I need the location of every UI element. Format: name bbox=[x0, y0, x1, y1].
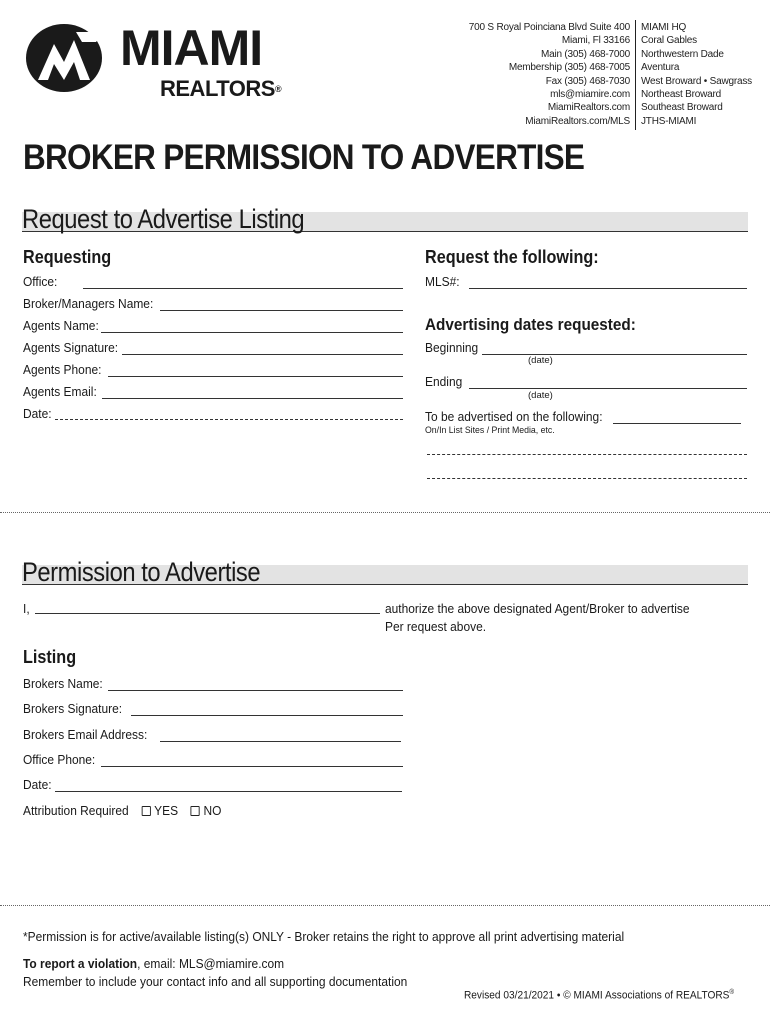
office-item: JTHS-MIAMI bbox=[641, 115, 697, 127]
address-line: Fax (305) 468-7030 bbox=[545, 75, 630, 87]
advertised-media-line-2[interactable] bbox=[427, 478, 747, 479]
advertising-dates-heading: Advertising dates requested: bbox=[425, 315, 636, 334]
agents-signature-label: Agents Signature: bbox=[23, 340, 119, 355]
i-label: I, bbox=[23, 601, 30, 616]
address-line: mls@miamire.com bbox=[550, 89, 630, 101]
miami-realtors-logo bbox=[24, 18, 284, 108]
attribution-label: Attribution Required bbox=[23, 803, 129, 818]
brokers-name-field[interactable] bbox=[108, 690, 403, 691]
requesting-heading: Requesting bbox=[23, 247, 112, 267]
address-line: 700 S Royal Poinciana Blvd Suite 400 bbox=[468, 22, 630, 33]
offices-list bbox=[641, 21, 752, 128]
ending-label: Ending bbox=[425, 374, 463, 389]
office-item: MIAMI HQ bbox=[641, 22, 687, 33]
agents-email-label: Agents Email: bbox=[23, 384, 97, 399]
office-item: Aventura bbox=[641, 62, 680, 74]
ending-date-field[interactable] bbox=[469, 388, 747, 389]
beginning-date-hint: (date) bbox=[528, 355, 553, 366]
brokers-name-label: Brokers Name: bbox=[23, 676, 103, 691]
listing-heading: Listing bbox=[23, 647, 77, 667]
perforation-divider bbox=[0, 512, 770, 513]
advertised-on-hint: On/In List Sites / Print Media, etc. bbox=[425, 425, 555, 436]
address-line: Main (305) 468-7000 bbox=[540, 48, 630, 60]
advertised-media-line-1[interactable] bbox=[427, 454, 747, 455]
page-title: BROKER PERMISSION TO ADVERTISE bbox=[23, 138, 585, 177]
agents-phone-field[interactable] bbox=[108, 376, 403, 377]
agents-name-field[interactable] bbox=[101, 332, 403, 333]
listing-date-label: Date: bbox=[23, 777, 52, 792]
office-phone-label: Office Phone: bbox=[23, 752, 96, 767]
remember-note: Remember to include your contact info and all supporting documentation bbox=[23, 974, 408, 989]
brokers-signature-field[interactable] bbox=[131, 715, 403, 716]
attribution-row bbox=[23, 803, 221, 819]
report-violation-bold: To report a violation bbox=[23, 956, 138, 971]
office-phone-field[interactable] bbox=[101, 766, 403, 767]
address-line: MiamiRealtors.com bbox=[547, 102, 630, 114]
address-line: Membership (305) 468-7005 bbox=[508, 62, 630, 74]
permission-note: *Permission is for active/available listing(s) ONLY - Broker retains the right to approve all print advertising material bbox=[23, 929, 625, 944]
advertised-on-field[interactable] bbox=[613, 423, 741, 424]
office-field[interactable] bbox=[83, 288, 403, 289]
no-label: NO bbox=[203, 803, 222, 818]
agents-phone-label: Agents Phone: bbox=[23, 362, 102, 377]
authorize-text-line-1: authorize the above designated Agent/Broker to advertise bbox=[385, 601, 690, 616]
office-label: Office: bbox=[23, 274, 58, 289]
broker-managers-name-field[interactable] bbox=[160, 310, 403, 311]
broker-name-authorize-field[interactable] bbox=[35, 613, 380, 614]
listing-date-field[interactable] bbox=[55, 791, 402, 792]
office-item: Southeast Broward bbox=[641, 102, 723, 114]
brokers-signature-label: Brokers Signature: bbox=[23, 701, 123, 716]
address-line: MiamiRealtors.com/MLS bbox=[525, 115, 630, 127]
broker-managers-name-label: Broker/Managers Name: bbox=[23, 296, 154, 311]
office-item: Northwestern Dade bbox=[641, 48, 724, 60]
permission-section-title: Permission to Advertise bbox=[22, 557, 261, 587]
agents-name-label: Agents Name: bbox=[23, 318, 99, 333]
agents-email-field[interactable] bbox=[102, 398, 403, 399]
date-label: Date: bbox=[23, 406, 52, 421]
request-following-heading: Request the following: bbox=[425, 247, 599, 267]
office-item: Northeast Broward bbox=[641, 89, 721, 101]
revision-line: Revised 03/21/2021 • © MIAMI Associations of REALTORS® bbox=[464, 989, 735, 1002]
ending-date-hint: (date) bbox=[528, 390, 553, 401]
mls-label: MLS#: bbox=[425, 274, 460, 289]
report-violation-email: , email: MLS@miamire.com bbox=[137, 956, 285, 971]
office-item: Coral Gables bbox=[641, 35, 697, 47]
logo-emblem-icon bbox=[24, 22, 114, 94]
footer-divider bbox=[0, 905, 770, 906]
beginning-date-field[interactable] bbox=[482, 354, 747, 355]
address-block bbox=[469, 21, 630, 128]
logo-subtitle: REALTORS® bbox=[160, 76, 282, 101]
logo-wordmark: MIAMI bbox=[120, 20, 263, 76]
brokers-email-field[interactable] bbox=[160, 741, 401, 742]
no-checkbox[interactable] bbox=[191, 806, 200, 816]
address-line: Miami, Fl 33166 bbox=[561, 35, 630, 47]
office-item: West Broward • Sawgrass bbox=[641, 75, 752, 87]
date-field[interactable] bbox=[55, 419, 403, 420]
yes-checkbox[interactable] bbox=[141, 806, 150, 816]
address-divider bbox=[635, 20, 636, 130]
mls-field[interactable] bbox=[469, 288, 747, 289]
yes-label: YES bbox=[154, 803, 179, 818]
request-section-title: Request to Advertise Listing bbox=[22, 204, 305, 234]
beginning-label: Beginning bbox=[425, 340, 479, 355]
authorize-text-line-2: Per request above. bbox=[385, 619, 487, 634]
report-violation bbox=[23, 955, 284, 973]
agents-signature-field[interactable] bbox=[122, 354, 403, 355]
brokers-email-label: Brokers Email Address: bbox=[23, 727, 148, 742]
advertised-on-label: To be advertised on the following: bbox=[425, 409, 603, 424]
